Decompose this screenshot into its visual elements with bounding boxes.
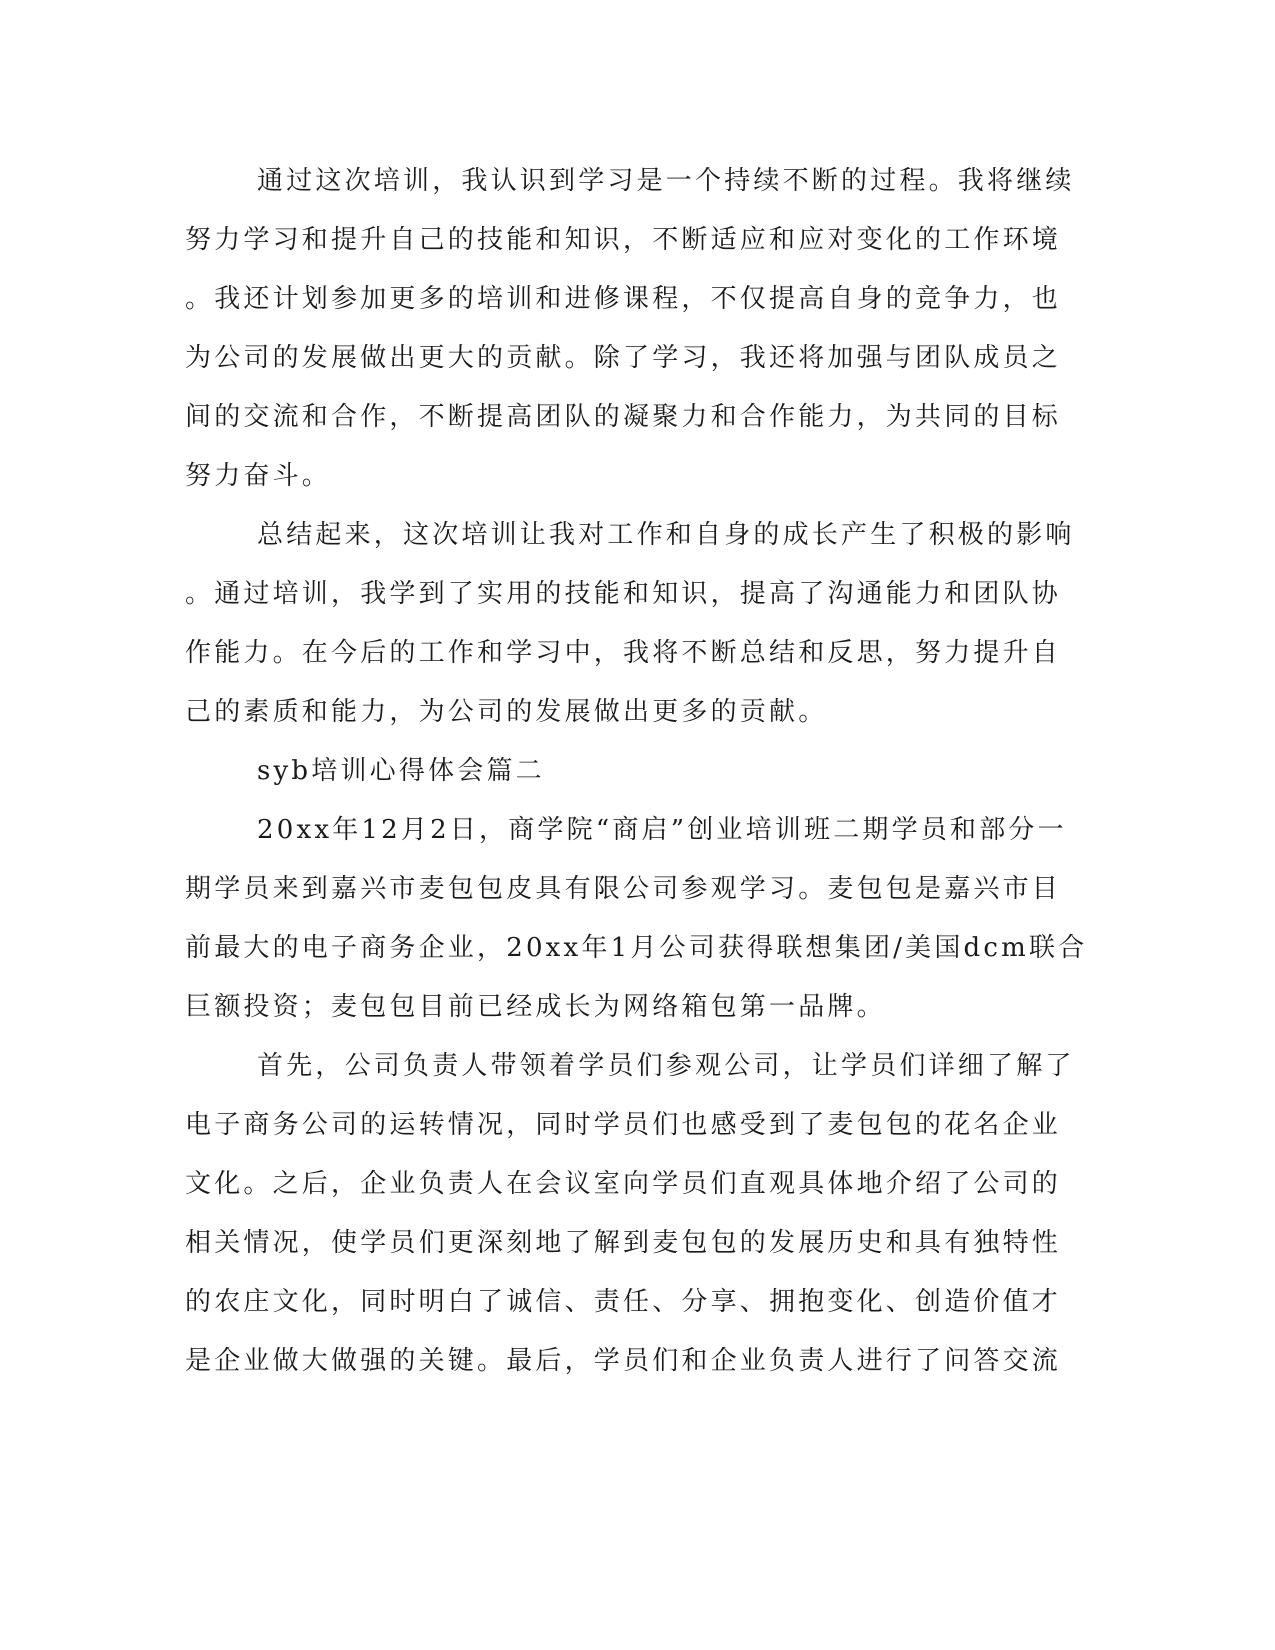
paragraph-line: 。通过培训，我学到了实用的技能和知识，提高了沟通能力和团队协 — [185, 579, 1062, 609]
paragraph-line: 。我还计划参加更多的培训和进修课程，不仅提高自身的竞争力，也 — [185, 284, 1062, 314]
paragraph-line: 己的素质和能力，为公司的发展做出更多的贡献。 — [185, 697, 828, 727]
paragraph-line: 总结起来，这次培训让我对工作和自身的成长产生了积极的影响 — [257, 520, 1075, 550]
paragraph-line: 是企业做大做强的关键。最后，学员们和企业负责人进行了问答交流 — [185, 1346, 1062, 1376]
paragraph-line: 首先，公司负责人带领着学员们参观公司，让学员们详细了解了 — [257, 1051, 1075, 1081]
paragraph-line: 期学员来到嘉兴市麦包包皮具有限公司参观学习。麦包包是嘉兴市目 — [185, 874, 1062, 904]
paragraph-line: 20xx年12月2日，商学院“商启”创业培训班二期学员和部分一 — [257, 815, 1067, 845]
paragraph-line: 的农庄文化，同时明白了诚信、责任、分享、拥抱变化、创造价值才 — [185, 1287, 1062, 1317]
paragraph-line: 为公司的发展做出更大的贡献。除了学习，我还将加强与团队成员之 — [185, 343, 1062, 373]
paragraph-line: 电子商务公司的运转情况，同时学员们也感受到了麦包包的花名企业 — [185, 1110, 1062, 1140]
section-heading: syb培训心得体会篇二 — [257, 756, 545, 786]
paragraph-line: 间的交流和合作，不断提高团队的凝聚力和合作能力，为共同的目标 — [185, 402, 1062, 432]
paragraph-line: 努力学习和提升自己的技能和知识，不断适应和应对变化的工作环境 — [185, 225, 1062, 255]
paragraph-line: 文化。之后，企业负责人在会议室向学员们直观具体地介绍了公司的 — [185, 1169, 1062, 1199]
paragraph-line: 巨额投资；麦包包目前已经成长为网络箱包第一品牌。 — [185, 992, 886, 1022]
paragraph-line: 前最大的电子商务企业，20xx年1月公司获得联想集团/美国dcm联合 — [185, 933, 1088, 963]
paragraph-line: 作能力。在今后的工作和学习中，我将不断总结和反思，努力提升自 — [185, 638, 1062, 668]
paragraph-line: 相关情况，使学员们更深刻地了解到麦包包的发展历史和具有独特性 — [185, 1228, 1062, 1258]
paragraph-line: 努力奋斗。 — [185, 461, 332, 491]
paragraph-line: 通过这次培训，我认识到学习是一个持续不断的过程。我将继续 — [257, 166, 1075, 196]
